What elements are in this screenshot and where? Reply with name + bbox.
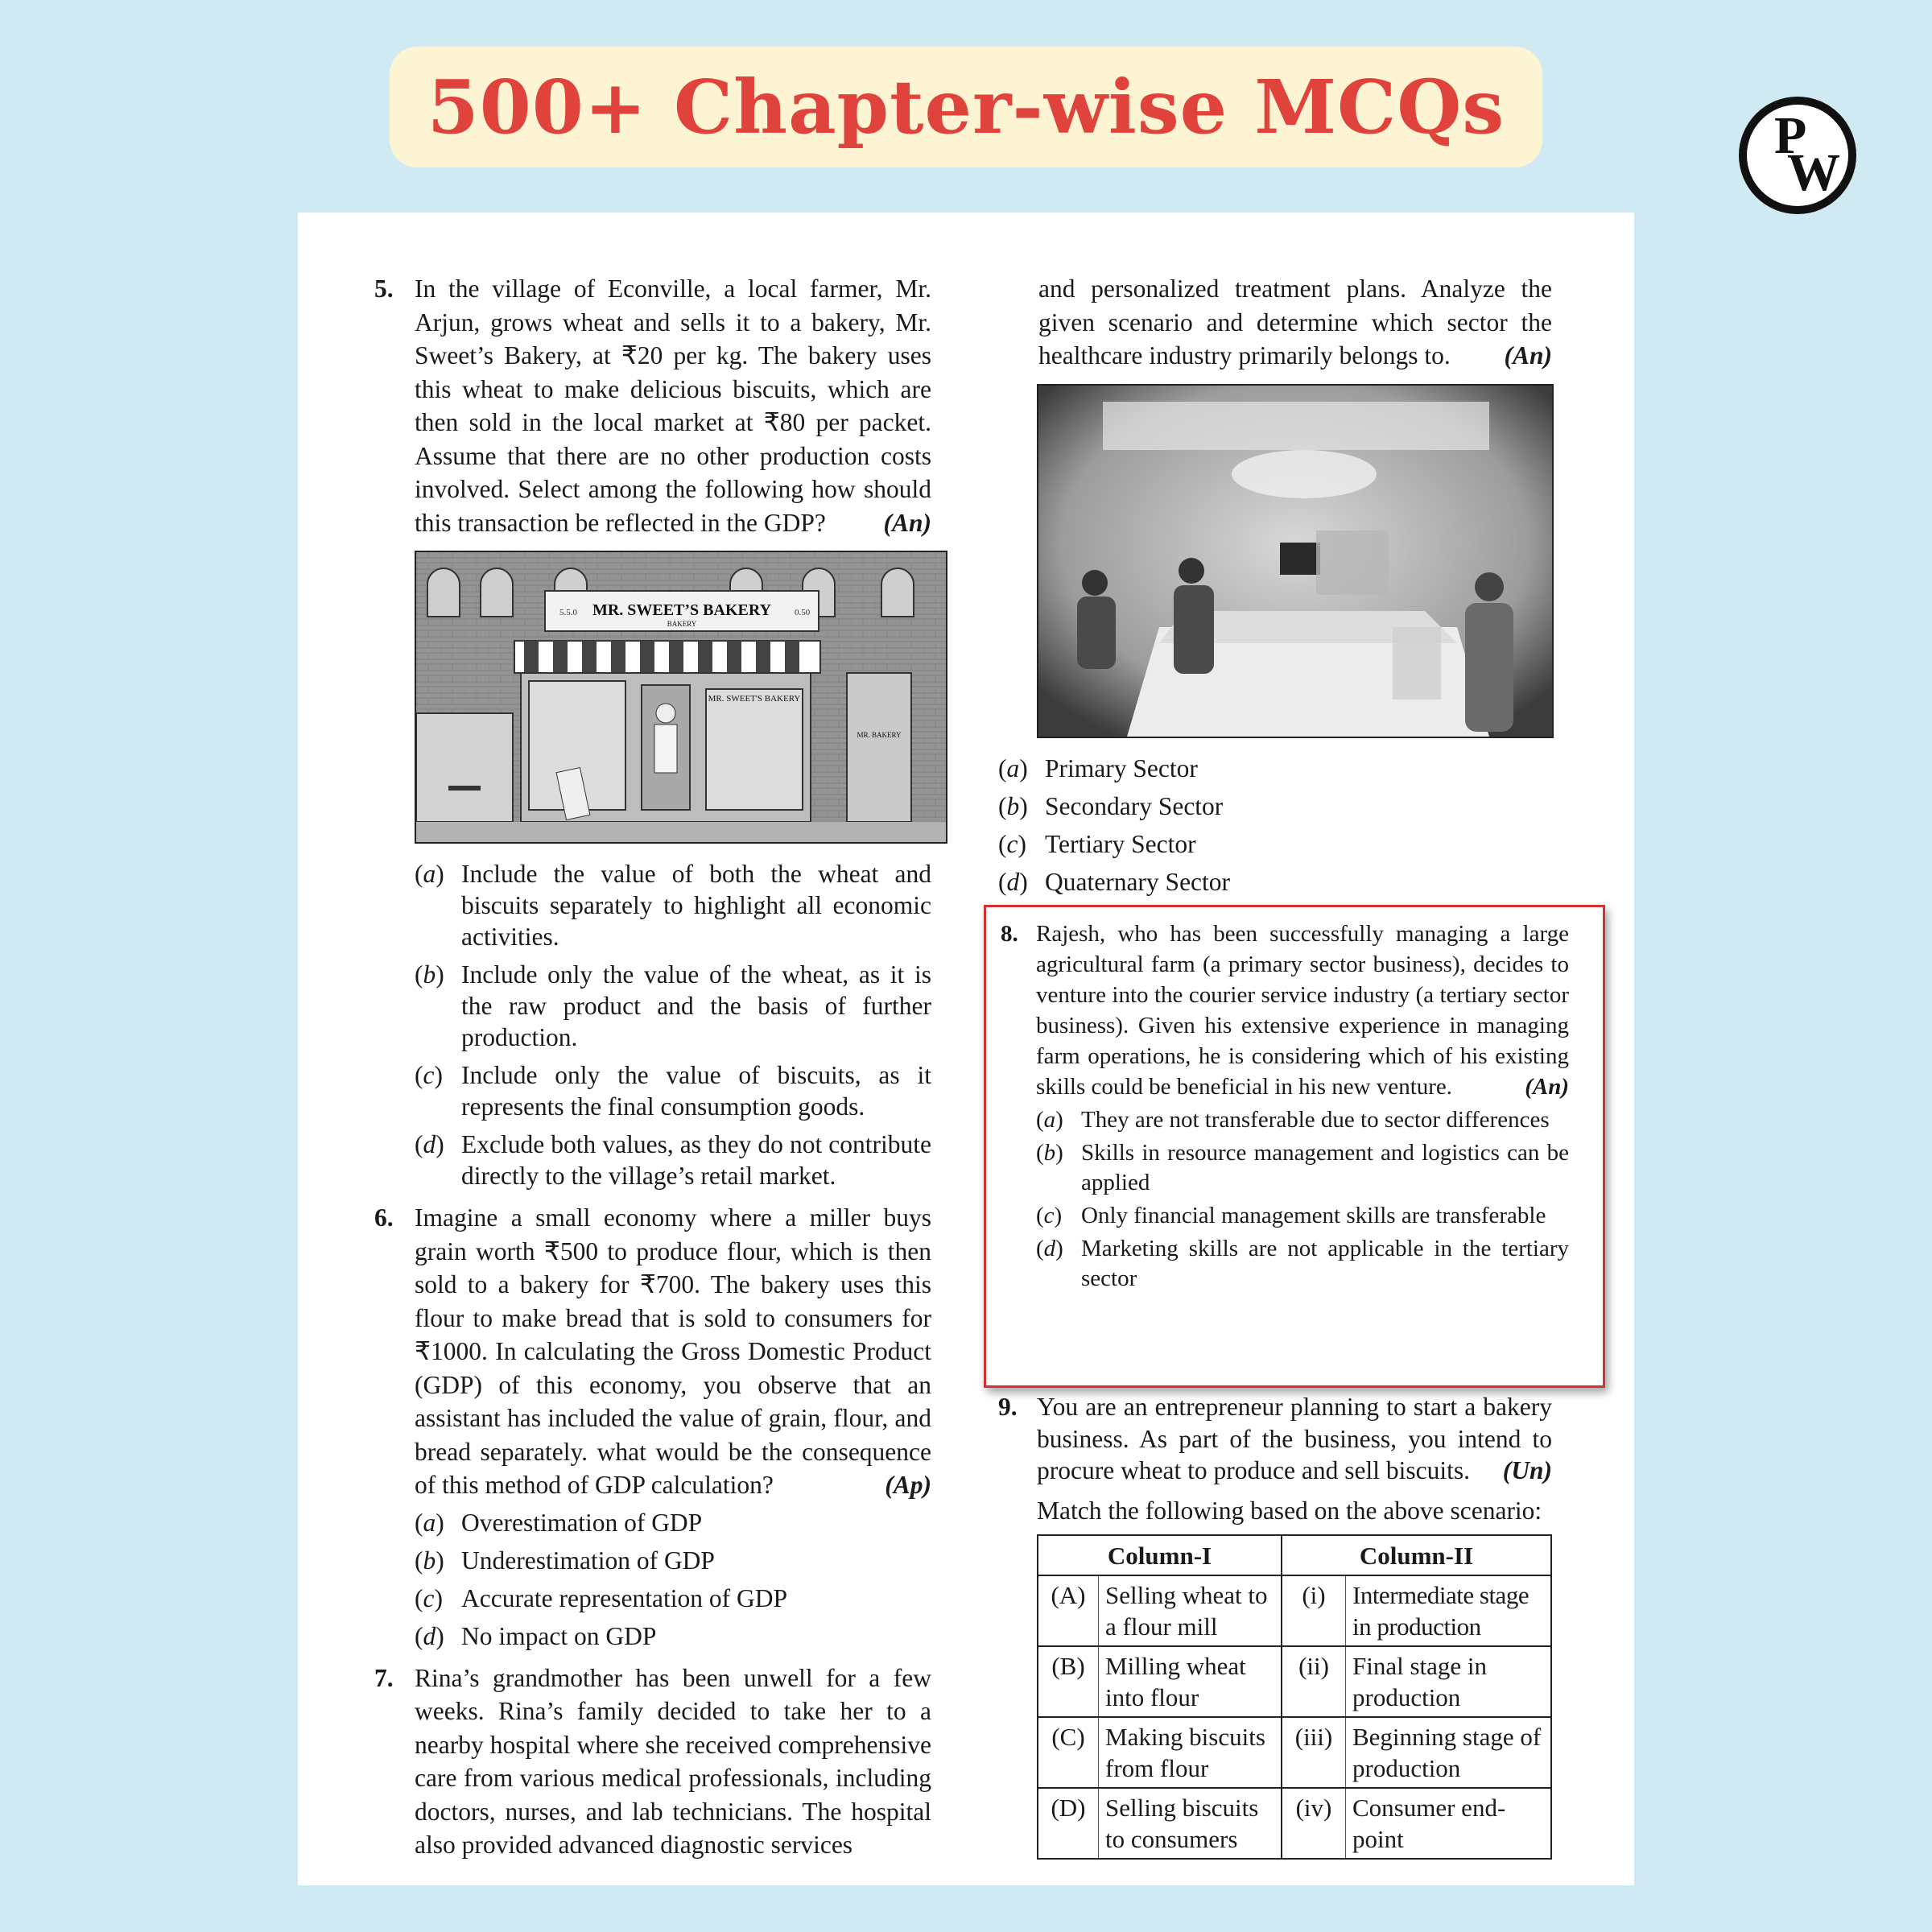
svg-text:MR. BAKERY: MR. BAKERY: [857, 731, 902, 739]
logo-badge: [1747, 105, 1848, 206]
banner: [390, 47, 1542, 167]
question-9: [998, 1391, 1552, 1487]
question-number: 6.: [374, 1203, 394, 1232]
cognitive-tag: (Ap): [885, 1471, 931, 1499]
question-text: You are an entrepreneur planning to start a bakery business. As part of the business, you intend to procure wheat to produce and sell biscuits.: [1037, 1393, 1552, 1484]
bakery-sign-text: MR. SWEET’S BAKERY: [592, 601, 772, 619]
table-row: (A) Selling wheat to a flour mill (i) Intermediate stage in production: [1038, 1575, 1551, 1646]
column-header: Column-II: [1282, 1535, 1551, 1575]
hospital-photo: [1037, 384, 1554, 738]
match-table: [1037, 1534, 1552, 1860]
option-a[interactable]: (a) Overestimation of GDP: [415, 1508, 703, 1537]
table-header-row: [1038, 1535, 1551, 1575]
option-d[interactable]: (d) Quaternary Sector: [998, 867, 1231, 896]
option-a[interactable]: (a) They are not transferable due to sector differences: [1036, 1107, 1550, 1133]
q8-options: [1001, 1105, 1569, 1294]
match-instruction: Match the following based on the above scenario:: [1037, 1496, 1542, 1525]
svg-text:5.5.0: 5.5.0: [559, 608, 577, 617]
question-text: Rajesh, who has been successfully managing a large agricultural farm (a primary sector business), decides to venture into the courier service industry (a tertiary sector business). Given his extensive experience in managing farm operations, he is considering which of his existing skills could be beneficial in his new venture.: [1036, 921, 1569, 1100]
question-number: 8.: [1001, 921, 1018, 947]
table-row: (B) Milling wheat into flour (ii) Final stage in production: [1038, 1646, 1551, 1717]
cognitive-tag: (Un): [1502, 1456, 1552, 1484]
question-text: Imagine a small economy where a miller buys grain worth ₹500 to produce flour, which is then sold to a bakery for ₹700. The bakery uses this flour to make bread that is sold to consumers for ₹1000. In calculating the Gross Domestic Product (GDP) of this economy, you observe that an assistant has included the value of grain, flour, and bread separately. what would be the consequence of this method of GDP calculation?: [415, 1203, 931, 1499]
option-b[interactable]: (b) Include only the value of the wheat, as it is the raw product and the basis of further production.: [415, 960, 931, 1051]
option-a[interactable]: (a) Include the value of both the wheat and biscuits separately to highlight all economic activities.: [415, 860, 931, 951]
option-c[interactable]: (c) Only financial management skills are transferable: [1036, 1203, 1546, 1228]
question-9-block: [998, 1391, 1552, 1860]
cognitive-tag: (An): [1525, 1074, 1569, 1100]
option-b[interactable]: (b) Secondary Sector: [998, 791, 1224, 820]
logo-letter-p: P: [1774, 106, 1807, 165]
q7-options: [998, 753, 1552, 898]
column-header: Column-I: [1038, 1535, 1282, 1575]
cognitive-tag: (An): [1504, 341, 1552, 369]
cognitive-tag: (An): [883, 508, 931, 537]
q5-options: [374, 858, 931, 1191]
banner-title: 500+ Chapter-wise MCQs: [427, 64, 1505, 151]
option-b[interactable]: (b) Underestimation of GDP: [415, 1546, 715, 1575]
option-d[interactable]: (d) No impact on GDP: [415, 1621, 657, 1650]
svg-text:0.50: 0.50: [795, 608, 811, 617]
question-text: Rina’s grandmother has been unwell for a few weeks. Rina’s family decided to take her to a nearby hospital where she received comprehensive care from various medical professionals, including doctors, nurses, and lab technicians. The hospital also provided advanced diagnostic services: [415, 1663, 931, 1859]
option-a[interactable]: (a) Primary Sector: [998, 753, 1198, 782]
bakery-illustration: [415, 551, 947, 844]
left-column: [374, 272, 931, 1862]
table-row: (C) Making biscuits from flour (iii) Beginning stage of production: [1038, 1717, 1551, 1788]
question-8: [1001, 919, 1569, 1102]
svg-text:BAKERY: BAKERY: [667, 620, 697, 628]
question-5: [374, 272, 931, 539]
option-c[interactable]: (c) Tertiary Sector: [998, 829, 1196, 858]
logo-letter-w: W: [1787, 143, 1840, 202]
question-7-continued: [998, 272, 1552, 373]
question-8-highlight-box: [984, 905, 1605, 1388]
option-b[interactable]: (b) Skills in resource management and logistics can be applied: [1036, 1140, 1569, 1195]
question-number: 7.: [374, 1663, 394, 1692]
option-c[interactable]: (c) Accurate representation of GDP: [415, 1583, 787, 1612]
question-number: 5.: [374, 275, 394, 303]
table-row: (D) Selling biscuits to consumers (iv) Consumer end-point: [1038, 1788, 1551, 1859]
question-text: In the village of Econville, a local farmer, Mr. Arjun, grows wheat and sells it to a bakery, Mr. Sweet’s Bakery, at ₹20 per kg. The bakery uses this wheat to make delicious biscuits, which are then sold in the local market at ₹80 per packet. Assume that there are no other production costs involved. Select among the following how should this transaction be reflected in the GDP?: [415, 275, 931, 537]
option-d[interactable]: (d) Marketing skills are not applicable in the tertiary sector: [1036, 1236, 1569, 1291]
question-text: and personalized treatment plans. Analyze the given scenario and determine which sector the healthcare industry primarily belongs to.: [1038, 275, 1552, 369]
pw-logo-icon: [1739, 97, 1856, 214]
svg-text:MR. SWEET'S BAKERY: MR. SWEET'S BAKERY: [708, 694, 801, 704]
question-7: [374, 1662, 931, 1862]
question-6: [374, 1201, 931, 1502]
q6-options: [374, 1507, 931, 1652]
right-column: [998, 272, 1552, 904]
question-number: 9.: [998, 1393, 1018, 1421]
option-c[interactable]: (c) Include only the value of biscuits, as it represents the final consumption goods.: [415, 1061, 931, 1121]
option-d[interactable]: (d) Exclude both values, as they do not contribute directly to the village’s retail market.: [415, 1130, 931, 1190]
